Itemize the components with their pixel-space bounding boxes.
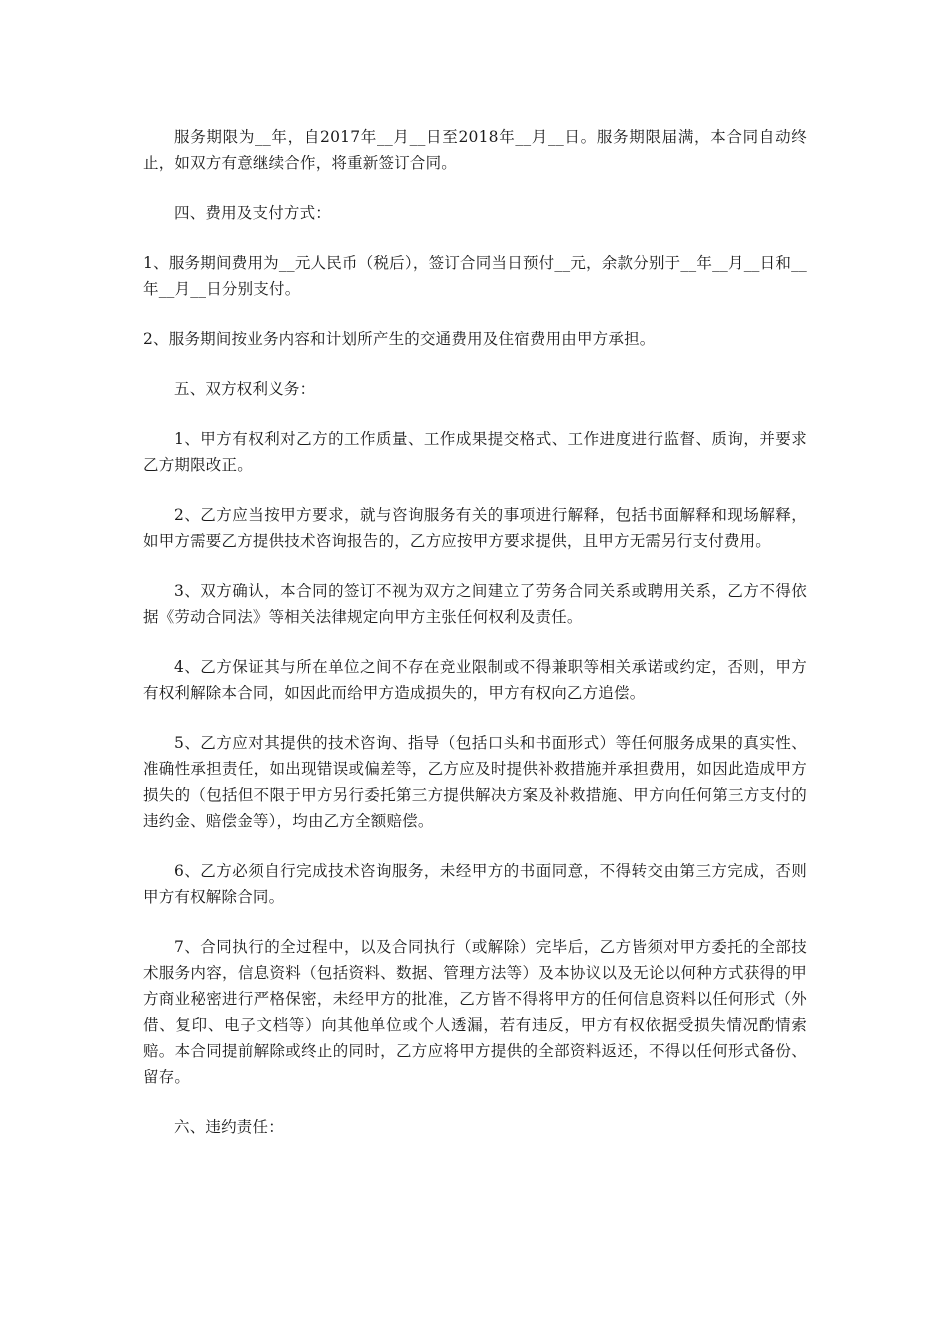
rights-clause-5: 5、乙方应对其提供的技术咨询、指导（包括口头和书面形式）等任何服务成果的真实性、准确性承担责任，如出现错误或偏差等，乙方应及时提供补救措施并承担费用，如因此造成甲方损失的（包括但不限于甲方另行委托第三方提供解决方案及补救措施、甲方向任何第三方支付的违约金、赔偿金等），均由乙方全额赔偿。 bbox=[143, 734, 807, 830]
rights-clause-3: 3、双方确认，本合同的签订不视为双方之间建立了劳务合同关系或聘用关系，乙方不得依据《劳动合同法》等相关法律规定向甲方主张任何权利及责任。 bbox=[143, 582, 807, 626]
fee-clause-1: 1、服务期间费用为__元人民币（税后），签订合同当日预付__元，余款分别于__年__月__日和__年__月__日分别支付。 bbox=[143, 254, 807, 298]
rights-clause-7: 7、合同执行的全过程中，以及合同执行（或解除）完毕后，乙方皆须对甲方委托的全部技术服务内容，信息资料（包括资料、数据、管理方法等）及本协议以及无论以何种方式获得的甲方商业秘密进行严格保密，未经甲方的批准，乙方皆不得将甲方的任何信息资料以任何形式（外借、复印、电子文档等）向其他单位或个人透漏，若有违反，甲方有权依据受损失情况酌情索赔。本合同提前解除或终止的同时，乙方应将甲方提供的全部资料返还，不得以任何形式备份、留存。 bbox=[143, 938, 807, 1086]
rights-clause-2: 2、乙方应当按甲方要求，就与咨询服务有关的事项进行解释，包括书面解释和现场解释，如甲方需要乙方提供技术咨询报告的，乙方应按甲方要求提供，且甲方无需另行支付费用。 bbox=[143, 506, 807, 550]
service-term-paragraph: 服务期限为__年，自2017年__月__日至2018年__月__日。服务期限届满，本合同自动终止，如双方有意继续合作，将重新签订合同。 bbox=[143, 128, 807, 172]
section-heading-rights: 五、双方权利义务： bbox=[174, 380, 316, 398]
section-heading-breach: 六、违约责任： bbox=[174, 1118, 284, 1136]
document-body bbox=[143, 124, 807, 1164]
rights-clause-6: 6、乙方必须自行完成技术咨询服务，未经甲方的书面同意，不得转交由第三方完成，否则甲方有权解除合同。 bbox=[143, 862, 807, 906]
section-heading-fees: 四、费用及支付方式： bbox=[174, 204, 332, 222]
rights-clause-4: 4、乙方保证其与所在单位之间不存在竞业限制或不得兼职等相关承诺或约定，否则，甲方有权利解除本合同，如因此而给甲方造成损失的，甲方有权向乙方追偿。 bbox=[143, 658, 807, 702]
rights-clause-1: 1、甲方有权利对乙方的工作质量、工作成果提交格式、工作进度进行监督、质询，并要求乙方期限改正。 bbox=[143, 430, 807, 474]
fee-clause-2: 2、服务期间按业务内容和计划所产生的交通费用及住宿费用由甲方承担。 bbox=[143, 330, 656, 348]
